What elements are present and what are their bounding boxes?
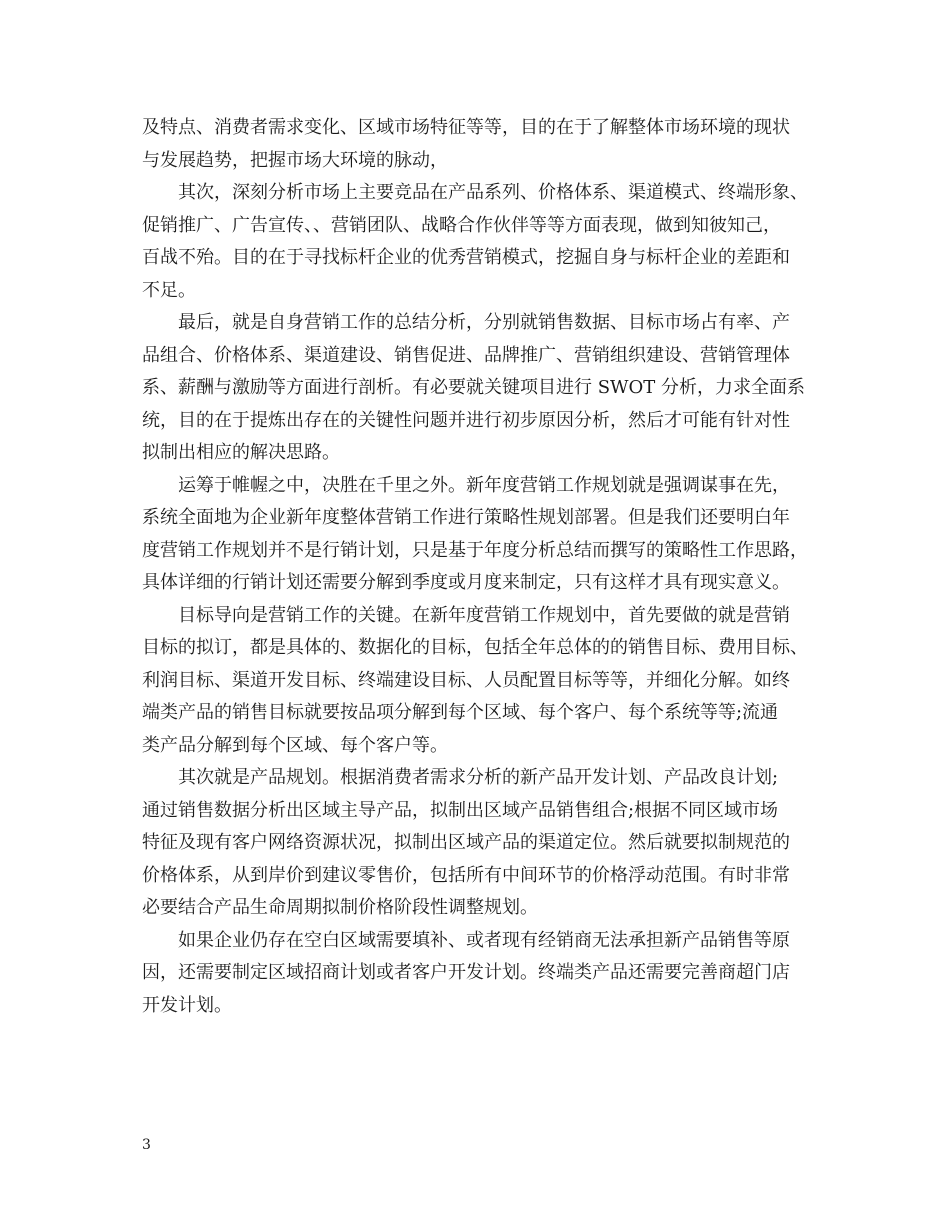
- paragraph: [142, 470, 814, 600]
- text-line: 其次就是产品规划。根据消费者需求分析的新产品开发计划、产品改良计划;: [178, 767, 779, 788]
- text-line: 其次，深刻分析市场上主要竞品在产品系列、价格体系、渠道模式、终端形象、: [178, 182, 808, 203]
- text-line: 目标导向是营销工作的关键。在新年度营销工作规划中，首先要做的就是营销: [178, 604, 790, 626]
- text-line: 最后，就是自身营销工作的总结分析，分别就销售数据、目标市场占有率、产: [178, 312, 790, 333]
- text-line: 必要结合产品生命周期拟制价格阶段性调整规划。: [142, 897, 538, 918]
- text-line: 系、薪酬与激励等方面进行剖析。有必要就关键项目进行 SWOT 分析，力求全面系: [142, 377, 806, 398]
- text-line: 与发展趋势，把握市场大环境的脉动，: [142, 149, 448, 171]
- text-line: 利润目标、渠道开发目标、终端建设目标、人员配置目标等等，并细化分解。如终: [142, 669, 790, 691]
- text-line: 开发计划。: [142, 994, 232, 1016]
- paragraph: [142, 177, 814, 307]
- paragraph: [142, 307, 814, 470]
- text-line: 特征及现有客户网络资源状况，拟制出区域产品的渠道定位。然后就要拟制规范的: [142, 832, 790, 853]
- text-line: 百战不殆。目的在于寻找标杆企业的优秀营销模式，挖掘自身与标杆企业的差距和: [142, 247, 790, 268]
- text-line: 统，目的在于提炼出存在的关键性问题并进行初步原因分析，然后才可能有针对性: [142, 409, 790, 431]
- text-line: 度营销工作规划并不是行销计划，只是基于年度分析总结而撰写的策略性工作思路，: [142, 539, 808, 561]
- paragraph: [142, 925, 814, 1023]
- text-line: 品组合、价格体系、渠道建设、销售促进、品牌推广、营销组织建设、营销管理体: [142, 344, 790, 366]
- text-line: 系统全面地为企业新年度整体营销工作进行策略性规划部署。但是我们还要明白年: [142, 507, 790, 528]
- text-line: 促销推广、广告宣传、、营销团队、战略合作伙伴等等方面表现，做到知彼知己，: [142, 214, 781, 236]
- document-body: [142, 112, 814, 1022]
- page-number: 3: [142, 1137, 151, 1153]
- text-line: 目标的拟订，都是具体的、数据化的目标，包括全年总体的的销售目标、费用目标、: [142, 637, 808, 658]
- paragraph: [142, 762, 814, 925]
- text-line: 及特点、消费者需求变化、区域市场特征等等，目的在于了解整体市场环境的现状: [142, 117, 790, 138]
- text-line: 端类产品的销售目标就要按品项分解到每个区域、每个客户、每个系统等等;流通: [142, 702, 779, 723]
- text-line: 具体详细的行销计划还需要分解到季度或月度来制定，只有这样才具有现实意义。: [142, 572, 790, 593]
- text-line: 因，还需要制定区域招商计划或者客户开发计划。终端类产品还需要完善商超门店: [142, 962, 790, 983]
- paragraph: [142, 600, 814, 763]
- text-line: 如果企业仍存在空白区域需要填补、或者现有经销商无法承担新产品销售等原: [178, 929, 790, 951]
- paragraph: [142, 112, 814, 177]
- text-line: 类产品分解到每个区域、每个客户等。: [142, 734, 448, 756]
- text-line: 不足。: [142, 279, 196, 301]
- text-line: 运筹于帷幄之中，决胜在千里之外。新年度营销工作规划就是强调谋事在先，: [178, 474, 790, 496]
- text-line: 拟制出相应的解决思路。: [142, 442, 340, 463]
- text-line: 价格体系，从到岸价到建议零售价，包括所有中间环节的价格浮动范围。有时非常: [142, 864, 790, 886]
- text-line: 通过销售数据分析出区域主导产品，拟制出区域产品销售组合;根据不同区域市场: [142, 799, 779, 821]
